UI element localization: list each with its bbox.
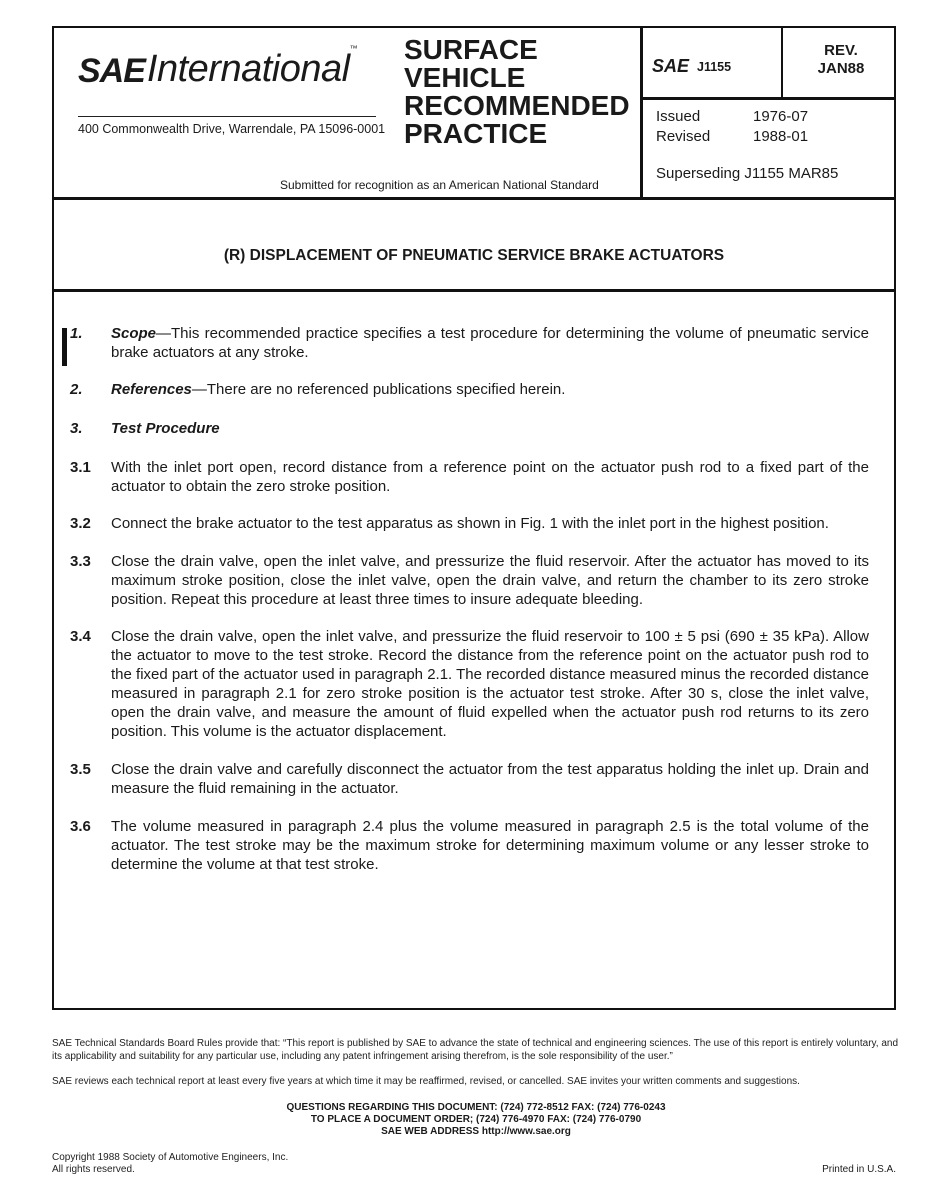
sae-logo (78, 40, 358, 88)
rev-label: REV. (824, 42, 858, 59)
rev-row-divider (641, 97, 896, 100)
section-number: 1. (70, 325, 83, 342)
rev-divider (781, 26, 783, 99)
section-paragraph: Close the drain valve, open the inlet valve, and pressurize the fluid reservoir. After the actuator has moved to its maximum stroke position, close the inlet valve, open the drain valve, and return the chamber to its zero stroke position. Repeat this procedure at least three times to insure adequate bleeding. (111, 553, 869, 608)
section-number: 3.4 (70, 628, 91, 645)
section-paragraph: With the inlet port open, record distance from a reference point on the actuator push rod to a fixed part of the actuator to obtain the zero stroke position. (111, 459, 869, 495)
rev-value: JAN88 (817, 60, 865, 77)
right-block-divider (640, 26, 643, 198)
section-heading: Test Procedure (111, 420, 220, 437)
doc-type-line: PRACTICE (404, 118, 548, 149)
footer-printed: Printed in U.S.A. (822, 1164, 896, 1175)
address-rule (78, 116, 376, 117)
footer-web-address: SAE WEB ADDRESS http://www.sae.org (381, 1126, 571, 1137)
section-text: —There are no referenced publications specified herein. (191, 381, 566, 398)
section-number: 3. (70, 420, 83, 437)
revision-box (786, 42, 896, 78)
revised-label: Revised (656, 128, 711, 145)
doc-number-sae-mark: SAE (652, 56, 690, 76)
section-references (111, 380, 869, 399)
issued-value: 1976-07 (753, 108, 809, 125)
revised-row (656, 128, 809, 145)
section-paragraph: The volume measured in paragraph 2.4 plus the volume measured in paragraph 2.5 is the total volume of the actuator. The test stroke may be the maximum stroke for determining maximum volume or any lesser stroke to determine the volume at that test stroke. (111, 818, 869, 873)
footer-questions: QUESTIONS REGARDING THIS DOCUMENT: (724) 772-8512 FAX: (724) 776-0243 (286, 1102, 666, 1113)
logo-international-text: International (146, 48, 350, 90)
doc-type-line: VEHICLE (404, 62, 526, 93)
document-title: (R) DISPLACEMENT OF PNEUMATIC SERVICE BRAKE ACTUATORS (223, 247, 725, 264)
sae-address: 400 Commonwealth Drive, Warrendale, PA 15096-0001 (78, 122, 386, 136)
footer-order: TO PLACE A DOCUMENT ORDER; (724) 776-4970 FAX: (724) 776-0790 (310, 1114, 642, 1125)
section-number: 3.3 (70, 553, 91, 570)
footer-rights: All rights reserved. (52, 1164, 135, 1175)
issued-label: Issued (656, 108, 701, 125)
section-paragraph: Close the drain valve, open the inlet valve, and pressurize the fluid reservoir to 100 ± 5 psi (690 ± 35 kPa). Allow the actuator to move to the test stroke. Record the distance from the reference point on the actuator push rod to the fixed part of the actuator used in paragraph 2.1. The recorded distance measured minus the recorded distance measured in paragraph 2.1 for zero stroke position is the actuator test stroke. After 30 s, close the inlet valve, open the drain valve, and measure the amount of fluid expelled when the actuator push rod returns to its zero position. This volume is the actuator displacement. (111, 628, 869, 740)
section-heading: References (111, 381, 192, 398)
section-number: 3.6 (70, 818, 91, 835)
doc-type-line: SURFACE (404, 34, 538, 65)
revision-bar (62, 328, 67, 366)
doc-number: J1155 (697, 60, 732, 74)
submitted-note: Submitted for recognition as an American National Standard (280, 178, 599, 192)
footer-reviews: SAE reviews each technical report at least every five years at which time it may be reaffirmed, revised, or cancelled. SAE invites your written comments and suggestions. (52, 1076, 800, 1087)
revised-value: 1988-01 (753, 128, 809, 145)
header-divider (52, 197, 896, 200)
doc-type-line: RECOMMENDED (404, 90, 630, 121)
section-heading: Scope (111, 325, 157, 342)
footer-copyright: Copyright 1988 Society of Automotive Engineers, Inc. (52, 1152, 289, 1163)
section-number: 3.2 (70, 515, 91, 532)
section-scope (111, 324, 869, 362)
logo-trademark: ™ (349, 44, 358, 53)
section-test-procedure (111, 419, 869, 438)
section-number: 3.1 (70, 459, 91, 476)
issued-row (656, 108, 809, 125)
section-paragraph: Close the drain valve and carefully disconnect the actuator from the test apparatus holding the inlet up. Drain and measure the fluid remaining in the actuator. (111, 761, 869, 797)
footer-rules: SAE Technical Standards Board Rules provide that: “This report is published by SAE to advance the state of technical and engineering sciences. The use of this report is entirely voluntary, and its applicability and suitability for any particular use, including any patent infringement arising therefrom, is the sole responsibility of the user.” (52, 1038, 899, 1062)
section-text: —This recommended practice specifies a test procedure for determining the volume of pneumatic service brake actuators at any stroke. (111, 325, 869, 361)
title-divider (52, 289, 896, 292)
section-number: 3.5 (70, 761, 91, 778)
superseding-note: Superseding J1155 MAR85 (656, 165, 839, 182)
document-type (404, 36, 636, 148)
logo-sae-mark: SAE (78, 52, 145, 90)
section-paragraph: Connect the brake actuator to the test apparatus as shown in Fig. 1 with the inlet port in the highest position. (111, 515, 829, 532)
section-number: 2. (70, 381, 83, 398)
